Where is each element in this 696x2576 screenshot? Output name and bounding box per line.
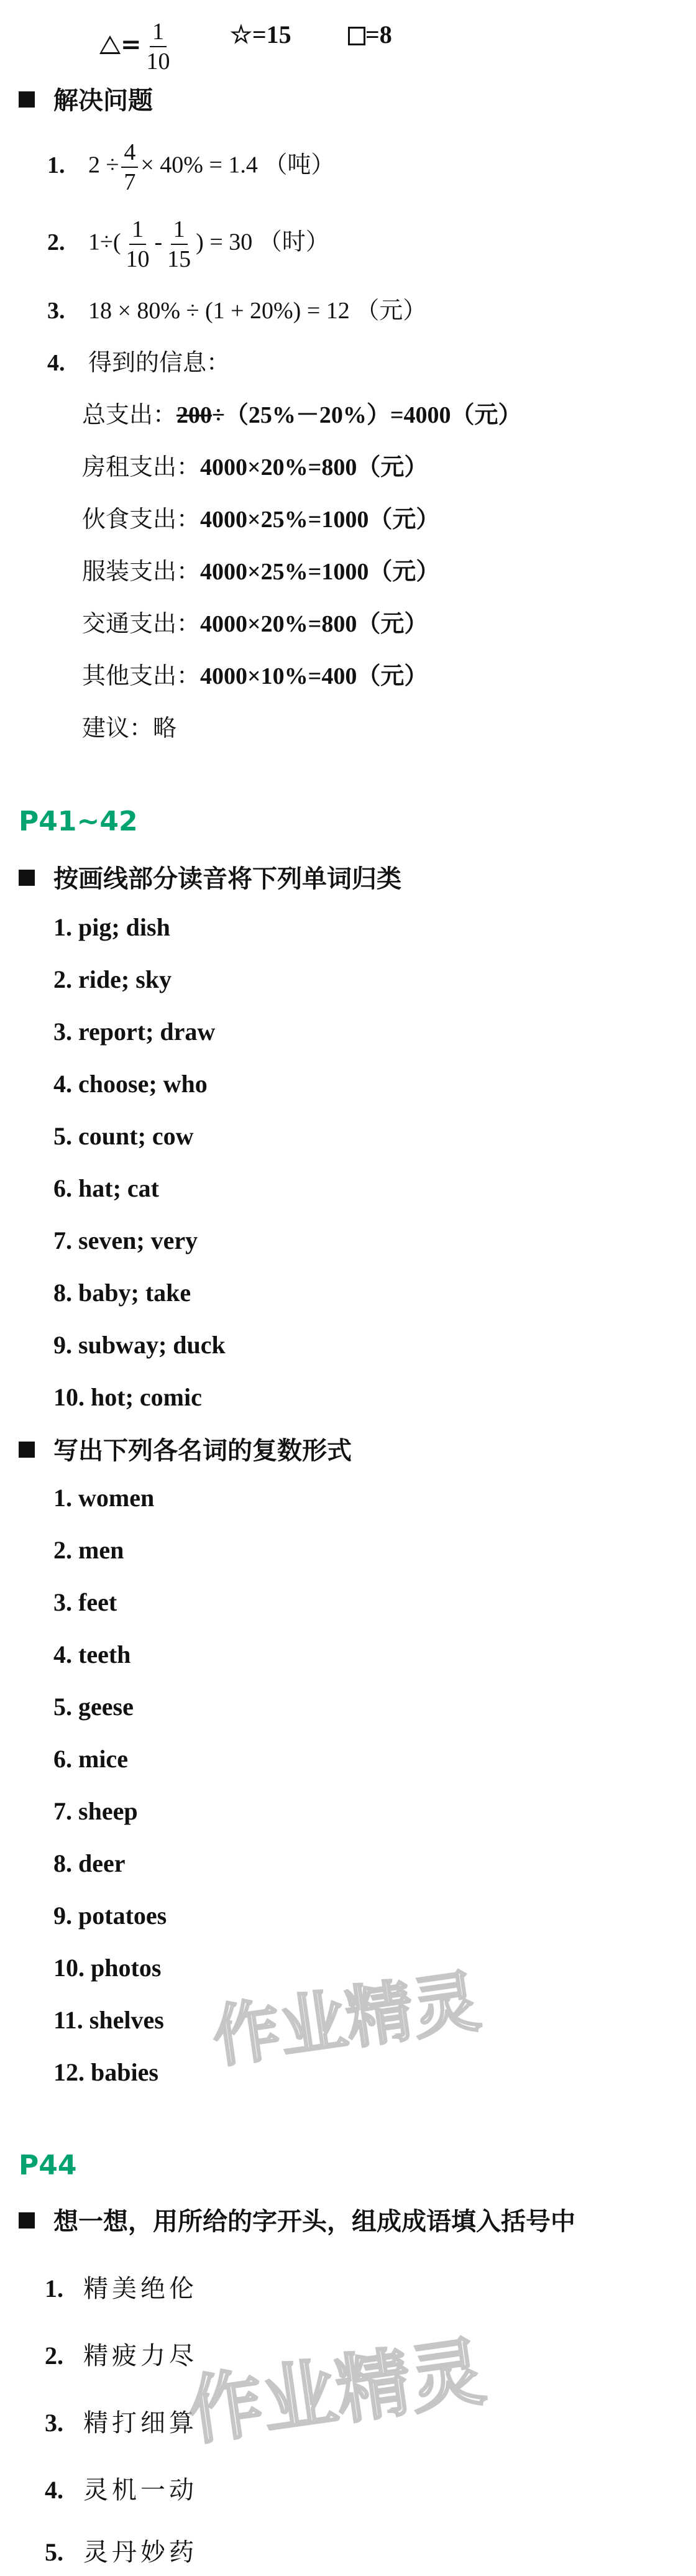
info-line (82, 604, 428, 638)
fraction (121, 140, 138, 194)
fraction-denominator: 10 (126, 246, 150, 272)
section-title: 解决问题 (53, 86, 153, 115)
solve-item-3 (47, 291, 426, 325)
info-advice: 建议：略 (82, 715, 177, 742)
item-number: 2. (47, 229, 65, 255)
section-heading-phonics (19, 859, 401, 895)
watermark-logo: 作业精灵 (183, 2329, 490, 2456)
list-item: 7. seven; very (53, 1226, 198, 1254)
list-item: 8. baby; take (53, 1279, 191, 1307)
triangle-icon (99, 35, 121, 54)
solve-item-4 (47, 343, 230, 377)
list-item: 3. report; draw (53, 1018, 216, 1046)
square-bullet-icon (19, 870, 35, 886)
info-label: 交通支出： (82, 611, 201, 637)
item-number: 4. (45, 2476, 63, 2504)
list-item: 11. shelves (53, 2006, 164, 2034)
list-item: 5. geese (53, 1693, 134, 1721)
info-label: 伙食支出： (82, 507, 201, 533)
fraction (165, 218, 193, 271)
list-item: 3. feet (53, 1588, 117, 1616)
list-item: 9. potatoes (53, 1902, 167, 1930)
list-item: 2. men (53, 1536, 124, 1564)
item-number: 4. (47, 350, 65, 376)
idiom-item (45, 2403, 198, 2439)
fraction-denominator: 7 (124, 169, 136, 195)
idiom-item (45, 2336, 198, 2371)
info-value: 4000×20%=800（元） (200, 454, 428, 481)
square-icon (348, 27, 365, 45)
fraction-numerator: 1 (171, 218, 188, 245)
info-value: 4000×25%=1000（元） (200, 559, 440, 585)
list-item: 4. teeth (53, 1640, 131, 1668)
watermark-logo: 作业精灵 (208, 1962, 485, 2077)
idiom-item (45, 2269, 198, 2304)
star-equation: ☆=15 (230, 21, 291, 48)
info-total (82, 395, 522, 430)
fraction-denominator: 10 (146, 48, 170, 75)
page-label-p41: P41~42 (19, 806, 138, 837)
info-value: 4000×25%=1000（元） (200, 507, 440, 533)
fraction (124, 218, 152, 271)
box-equation (348, 20, 392, 49)
item-number: 2. (45, 2342, 63, 2370)
info-label: 房租支出： (82, 454, 201, 481)
info-label: 其他支出： (82, 663, 201, 689)
list-item: 5. count; cow (53, 1122, 194, 1150)
list-item: 10. photos (53, 1954, 162, 1982)
expression-part: - (154, 229, 163, 255)
item-number: 1. (45, 2275, 63, 2302)
list-item: 12. babies (53, 2058, 158, 2086)
info-value: ÷（25%－20%）=4000（元） (212, 402, 522, 428)
item-number: 1. (47, 152, 65, 178)
expression-part: ) = 30 （时） (196, 229, 329, 255)
square-bullet-icon (19, 1442, 35, 1458)
page-label-p44: P44 (19, 2150, 77, 2181)
item-text: 得到的信息： (88, 350, 231, 376)
info-line (82, 656, 428, 691)
list-item: 2. ride; sky (53, 965, 172, 993)
info-line (82, 500, 439, 534)
idiom-text: 精美绝伦 (83, 2275, 198, 2303)
section-heading-solve (19, 81, 153, 116)
idiom-item (45, 2532, 198, 2568)
item-number: 5. (45, 2538, 63, 2566)
idiom-text: 灵机一动 (83, 2476, 198, 2505)
solve-item-1 (47, 140, 334, 194)
idiom-text: 精疲力尽 (83, 2342, 198, 2370)
list-item: 1. women (53, 1484, 155, 1512)
list-item: 9. subway; duck (53, 1331, 226, 1359)
list-item: 1. pig; dish (53, 913, 170, 941)
idiom-text: 灵丹妙药 (83, 2538, 198, 2567)
expression-part: 2 ÷ (88, 152, 119, 178)
list-item: 4. choose; who (53, 1070, 208, 1098)
expression: 18 × 80% ÷ (1 + 20%) = 12 （元） (88, 298, 427, 324)
section-title: 按画线部分读音将下列单词归类 (53, 865, 401, 893)
section-title: 写出下列各名词的复数形式 (53, 1437, 352, 1465)
fraction-numerator: 1 (150, 20, 167, 47)
triangle-fraction (144, 20, 173, 73)
solve-item-2 (47, 218, 329, 271)
info-value-struck: 200 (176, 402, 213, 428)
idiom-item (45, 2470, 198, 2506)
info-label: 服装支出： (82, 559, 201, 585)
fraction-numerator: 1 (129, 218, 146, 245)
section-title: 想一想，用所给的字开头，组成成语填入括号中 (53, 2207, 575, 2236)
info-value: 4000×10%=400（元） (200, 663, 428, 689)
list-item: 6. mice (53, 1745, 128, 1773)
list-item: 7. sheep (53, 1797, 138, 1825)
fraction-denominator: 15 (167, 246, 191, 272)
list-item: 10. hot; comic (53, 1383, 202, 1411)
info-line (82, 552, 439, 586)
info-label: 总支出： (82, 402, 177, 428)
item-number: 3. (45, 2409, 63, 2437)
list-item: 8. deer (53, 1849, 126, 1877)
info-value: 4000×20%=800（元） (200, 611, 428, 637)
triangle-equation: = $\frac{1}{10}$ (99, 20, 175, 73)
expression-part: × 40% = 1.4 （吨） (140, 152, 335, 178)
section-heading-plurals (19, 1431, 352, 1466)
square-bullet-icon (19, 91, 35, 108)
square-bullet-icon (19, 2212, 35, 2229)
expression-part: 1÷( (88, 229, 121, 255)
idiom-text: 精打细算 (83, 2409, 198, 2437)
item-number: 3. (47, 298, 65, 324)
section-heading-idioms (19, 2202, 575, 2237)
info-line (82, 448, 428, 482)
box-equation-value: =8 (365, 21, 392, 48)
fraction-numerator: 4 (121, 140, 138, 168)
list-item: 6. hat; cat (53, 1174, 159, 1202)
